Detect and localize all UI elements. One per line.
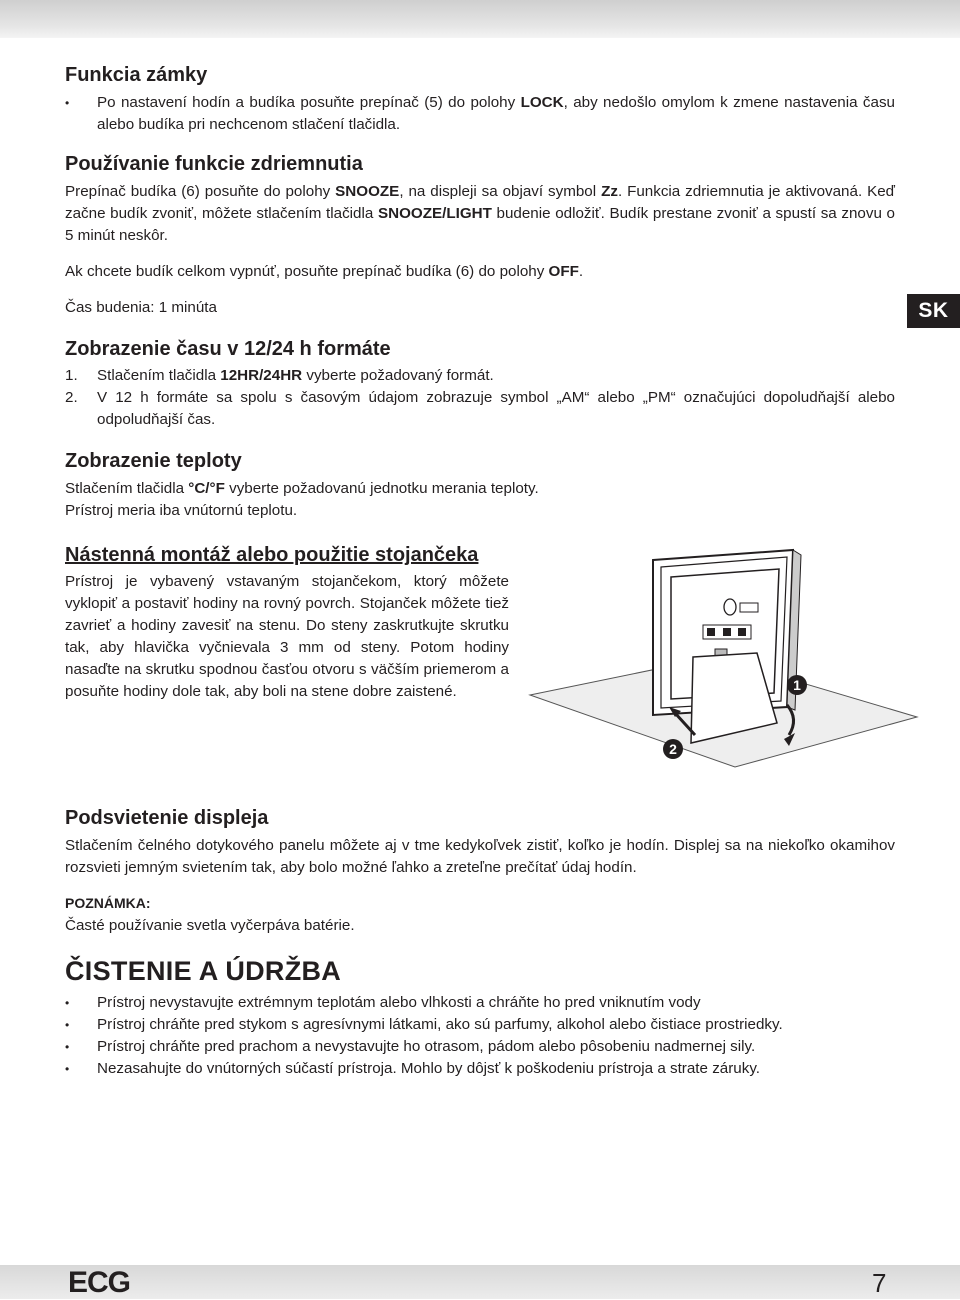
- alarm-duration: Čas budenia: 1 minúta: [65, 299, 217, 316]
- hanging-hole: [724, 599, 736, 615]
- note-text: Časté používanie svetla vyčerpáva batérie.: [65, 917, 355, 934]
- svg-text:1: 1: [793, 677, 801, 693]
- wall-mount-paragraph: Prístroj je vybavený vstavaným stojančekom, ktorý môžete vyklopiť a postaviť hodiny na rovný povrch. Stojanček môžete tiež zavrieť a hodiny zavesiť na stenu. Do steny zaskrutkujte skrutku tak, aby hlavička vyčnievala 3 mm od steny. Potom hodiny nasaďte na skrutku spodnou časťou otvoru s väčším priemerom a posuňte hodiny dole tak, aby boli na stene dobre zaistené.: [65, 573, 509, 700]
- list-item: • Prístroj chráňte pred stykom s agresívnymi látkami, ako sú parfumy, alkohol alebo čistiace prostriedky.: [65, 1014, 895, 1036]
- bottom-band: [0, 1265, 960, 1299]
- top-band: [0, 0, 960, 38]
- temperature-paragraph: Stlačením tlačidla °C/°F vyberte požadovanú jednotku merania teploty.: [65, 480, 539, 497]
- clock-stand-illustration: [525, 545, 925, 775]
- svg-text:2: 2: [669, 741, 677, 757]
- note-label: POZNÁMKA:: [65, 895, 151, 911]
- heading-time-format: Zobrazenie času v 12/24 h formáte: [65, 338, 391, 360]
- heading-backlight: Podsvietenie displeja: [65, 807, 269, 829]
- snooze-paragraph: Prepínač budíka (6) posuňte do polohy SNOOZE, na displeji sa objaví symbol Zz. Funkcia zdriemnutia je aktivovaná. Keď začne budík zvoniť, môžete stlačením tlačidla SNOOZE/LIGHT budenie odložiť. Budík prestane zvoniť a spustí sa znovu o 5 minút neskôr.: [65, 183, 895, 244]
- time-format-list: [65, 365, 895, 431]
- list-item: 2. V 12 h formáte sa spolu s časovým údajom zobrazuje symbol „AM“ alebo „PM“ označujúci dopoludňajší alebo odpoludňajší čas.: [65, 389, 895, 428]
- cleaning-list: [65, 992, 895, 1080]
- temperature-note: Prístroj meria iba vnútornú teplotu.: [65, 502, 298, 519]
- heading-cleaning: ČISTENIE A ÚDRŽBA: [65, 956, 342, 986]
- heading-snooze: Používanie funkcie zdriemnutia: [65, 153, 363, 175]
- heading-temperature: Zobrazenie teploty: [65, 450, 242, 472]
- list-item: • Prístroj chráňte pred prachom a nevystavujte ho otrasom, pádom alebo pôsobeniu nadmernej sily.: [65, 1036, 895, 1058]
- heading-lock: Funkcia zámky: [65, 64, 208, 86]
- list-item: • Po nastavení hodín a budíka posuňte prepínač (5) do polohy LOCK, aby nedošlo omylom k zmene nastavenia času alebo budíka pri nechcenom stlačení tlačidla.: [65, 92, 895, 136]
- heading-wall-mount: Nástenná montáž alebo použitie stojančeka: [65, 544, 479, 566]
- lock-list: [65, 92, 895, 136]
- page-number: 7: [872, 1268, 887, 1298]
- list-item: 1. Stlačením tlačidla 12HR/24HR vyberte požadovaný formát.: [65, 367, 494, 384]
- backlight-paragraph: Stlačením čelného dotykového panelu môžete aj v tme kedykoľvek zistiť, koľko je hodín. Displej sa na niekoľko okamihov rozsvieti jemným svietením tak, aby bolo možné ľahko a zreteľne prečítať údaj hodín.: [65, 837, 895, 876]
- language-tab: SK: [907, 294, 960, 328]
- snooze-off-paragraph: Ak chcete budík celkom vypnúť, posuňte prepínač budíka (6) do polohy OFF.: [65, 263, 584, 280]
- brand-logo: ECG: [68, 1266, 131, 1299]
- list-item: • Nezasahujte do vnútorných súčastí prístroja. Mohlo by dôjsť k poškodeniu prístroja a strate záruky.: [65, 1058, 895, 1080]
- list-item: • Prístroj nevystavujte extrémnym teplotám alebo vlhkosti a chráňte ho pred vniknutím vody: [65, 992, 895, 1014]
